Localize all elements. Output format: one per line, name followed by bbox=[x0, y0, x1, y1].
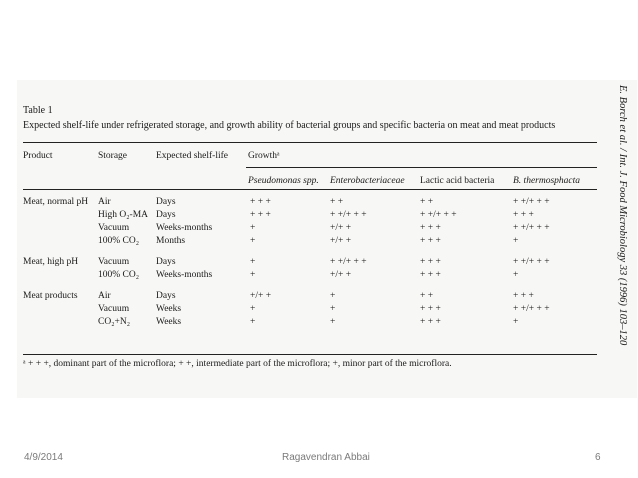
header-shelf-life: Expected shelf-life bbox=[156, 151, 229, 161]
growth-cell: + bbox=[250, 317, 256, 327]
table-title: Table 1 bbox=[23, 105, 53, 116]
growth-cell: +/+ + bbox=[330, 236, 352, 246]
growth-cell: +/+ + bbox=[330, 223, 352, 233]
table-top-rule bbox=[23, 142, 597, 143]
growth-header-rule bbox=[246, 167, 597, 168]
growth-cell: +/+ + bbox=[250, 291, 272, 301]
shelf-life-cell: Days bbox=[156, 291, 176, 301]
growth-cell: +/+ + bbox=[330, 270, 352, 280]
growth-cell: + +/+ + + bbox=[330, 210, 367, 220]
growth-cell: + + + bbox=[250, 197, 271, 207]
header-enterobacteriaceae: Enterobacteriaceae bbox=[330, 176, 405, 186]
footer-author: Ragavendran Abbai bbox=[282, 452, 370, 463]
growth-cell: + + bbox=[420, 197, 434, 207]
storage-cell: High O₂-MA bbox=[98, 210, 149, 220]
growth-cell: + + + bbox=[420, 317, 441, 327]
growth-cell: + bbox=[513, 270, 519, 280]
growth-cell: + + + bbox=[420, 257, 441, 267]
growth-cell: + +/+ + + bbox=[513, 223, 550, 233]
growth-cell: + bbox=[250, 304, 256, 314]
growth-cell: + bbox=[330, 291, 336, 301]
growth-cell: + +/+ + + bbox=[330, 257, 367, 267]
shelf-life-cell: Days bbox=[156, 210, 176, 220]
header-bottom-rule bbox=[23, 189, 597, 190]
shelf-life-cell: Days bbox=[156, 257, 176, 267]
storage-cell: Air bbox=[98, 291, 111, 301]
growth-cell: + bbox=[513, 236, 519, 246]
product-label: Meat, normal pH bbox=[23, 197, 89, 207]
footer-page-number: 6 bbox=[595, 452, 601, 463]
growth-cell: + +/+ + + bbox=[513, 197, 550, 207]
journal-citation: E. Borch et al. / Int. J. Food Microbiology 33 (1996) 103–120 bbox=[617, 85, 628, 346]
growth-cell: + + + bbox=[420, 236, 441, 246]
storage-cell: 100% CO₂ bbox=[98, 236, 140, 246]
shelf-life-cell: Weeks bbox=[156, 304, 182, 314]
header-b-thermosphacta: B. thermosphacta bbox=[513, 176, 581, 186]
header-product: Product bbox=[23, 151, 53, 161]
header-growth: Growthᵃ bbox=[248, 151, 280, 161]
growth-cell: + + bbox=[420, 291, 434, 301]
growth-cell: + bbox=[250, 223, 256, 233]
table-caption: Expected shelf-life under refrigerated storage, and growth ability of bacterial groups and specific bacteria on meat and meat products bbox=[23, 120, 556, 131]
header-pseudomonas: Pseudomonas spp. bbox=[248, 176, 319, 186]
storage-cell: 100% CO₂ bbox=[98, 270, 140, 280]
growth-cell: + + + bbox=[420, 270, 441, 280]
growth-cell: + bbox=[250, 257, 256, 267]
shelf-life-cell: Weeks bbox=[156, 317, 182, 327]
growth-cell: + + + bbox=[420, 223, 441, 233]
growth-cell: + +/+ + + bbox=[513, 304, 550, 314]
shelf-life-cell: Weeks-months bbox=[156, 223, 213, 233]
header-lactic-acid-bacteria: Lactic acid bacteria bbox=[420, 176, 495, 186]
product-label: Meat, high pH bbox=[23, 257, 79, 267]
storage-cell: Air bbox=[98, 197, 111, 207]
shelf-life-cell: Days bbox=[156, 197, 176, 207]
growth-cell: + bbox=[250, 270, 256, 280]
shelf-life-cell: Months bbox=[156, 236, 186, 246]
growth-cell: + +/+ + + bbox=[420, 210, 457, 220]
footer-date: 4/9/2014 bbox=[24, 452, 63, 463]
storage-cell: Vacuum bbox=[98, 223, 130, 233]
growth-cell: + + bbox=[330, 197, 344, 207]
growth-cell: + + + bbox=[513, 291, 534, 301]
storage-cell: Vacuum bbox=[98, 304, 130, 314]
growth-cell: + + + bbox=[250, 210, 271, 220]
storage-cell: Vacuum bbox=[98, 257, 130, 267]
growth-cell: + + + bbox=[420, 304, 441, 314]
table-bottom-rule bbox=[23, 354, 597, 355]
header-storage: Storage bbox=[98, 151, 128, 161]
growth-cell: + bbox=[330, 317, 336, 327]
growth-cell: + bbox=[250, 236, 256, 246]
growth-cell: + bbox=[513, 317, 519, 327]
product-label: Meat products bbox=[23, 291, 78, 301]
growth-cell: + +/+ + + bbox=[513, 257, 550, 267]
storage-cell: CO₂+N₂ bbox=[98, 317, 131, 327]
growth-cell: + bbox=[330, 304, 336, 314]
table-footnote: ᵃ + + +, dominant part of the microflora; + +, intermediate part of the microflora; +, minor part of the microflora. bbox=[23, 359, 452, 369]
shelf-life-cell: Weeks-months bbox=[156, 270, 213, 280]
growth-cell: + + + bbox=[513, 210, 534, 220]
